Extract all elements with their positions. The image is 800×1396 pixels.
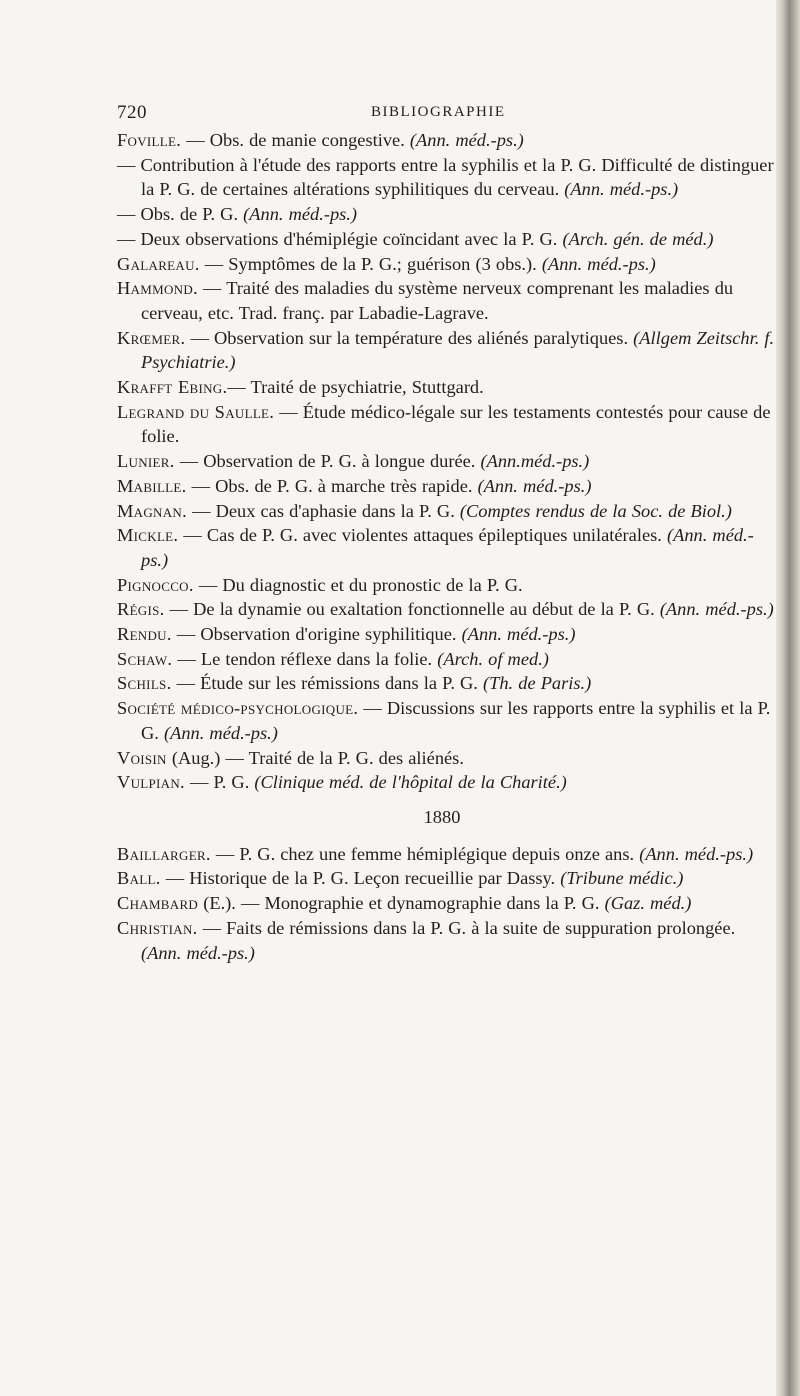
entry-author: Lunier.: [117, 451, 175, 472]
entry-author: Vulpian.: [117, 772, 185, 793]
entry-author: Ball.: [117, 868, 161, 889]
entry-author: Hammond.: [117, 278, 198, 299]
entry-text: — Faits de rémissions dans la P. G. à la suite de suppuration prolongée.: [197, 917, 736, 938]
bibliography-entry: [117, 375, 777, 400]
bibliography-entry: [117, 449, 777, 474]
entry-text: — Observation d'origine syphilitique.: [171, 624, 462, 645]
bibliography-list: [117, 128, 777, 965]
entry-source: (Comptes rendus de la Soc. de Biol.): [459, 500, 732, 521]
entry-source: (Ann. méd.-ps.): [141, 525, 754, 570]
entry-source: (Clinique méd. de l'hôpital de la Charité.): [254, 772, 567, 793]
entry-text: — Traité des maladies du système nerveux comprenant les maladies du cerveau, etc. Trad. franç. par Labadie-Lagrave.: [141, 278, 734, 323]
entry-author: Baillarger.: [117, 843, 211, 864]
bibliography-entry: [117, 891, 777, 916]
bibliography-entry: [117, 252, 777, 277]
entry-author: Rendu.: [117, 624, 172, 645]
bibliography-entry: [117, 128, 777, 153]
bibliography-entry: [117, 746, 777, 771]
entry-text: (E.). — Monographie et dynamographie dans la P. G.: [198, 893, 605, 914]
entry-source: (Ann.méd.-ps.): [480, 451, 590, 472]
entry-author: Schaw.: [117, 648, 173, 669]
entry-author: Schils.: [117, 673, 172, 694]
entry-author: Magnan.: [117, 500, 187, 521]
entry-text: — Étude médico-légale sur les testaments contestés pour cause de folie.: [141, 401, 771, 447]
entry-text: — De la dynamie ou exaltation fonctionnelle au début de la P. G.: [164, 599, 660, 620]
bibliography-entry: [117, 153, 777, 202]
entry-author: Société médico-psychologique.: [117, 698, 359, 719]
entry-source: (Th. de Paris.): [483, 673, 592, 694]
entry-author: Christian.: [117, 917, 198, 938]
bibliography-entry: [117, 647, 777, 672]
entry-author: Mickle.: [117, 525, 179, 546]
bibliography-entry: [117, 573, 777, 598]
bibliography-entry: [117, 474, 777, 499]
entry-source: (Arch. of med.): [437, 648, 549, 669]
bibliography-entry: [117, 622, 777, 647]
entry-text: — Observation sur la température des aliénés paralytiques.: [185, 327, 634, 348]
page-number: 720: [117, 102, 147, 123]
entry-text: — Traité de psychiatrie, Stuttgard.: [227, 377, 484, 398]
entry-text: — Deux observations d'hémiplégie coïncidant avec la P. G.: [117, 228, 563, 249]
entry-text: — P. G. chez une femme hémiplégique depuis onze ans.: [210, 843, 640, 864]
entry-text: — P. G.: [184, 772, 255, 793]
entry-author: Voisin: [117, 747, 167, 768]
entry-source: (Ann. méd.-ps.): [409, 130, 524, 150]
bibliography-entry: [117, 770, 777, 795]
bibliography-entry: [117, 671, 777, 696]
entry-text: (Aug.) — Traité de la P. G. des aliénés.: [166, 747, 464, 768]
entry-author: Krœmer.: [117, 327, 186, 348]
entry-source: (Ann. méd.-ps.): [477, 475, 592, 496]
entry-text: — Du diagnostic et du pronostic de la P. G.: [193, 574, 523, 595]
entry-author: Régis.: [117, 599, 165, 620]
entry-author: Mabille.: [117, 475, 187, 496]
entry-text: — Discussions sur les rapports entre la syphilis et la P. G.: [141, 698, 771, 743]
bibliography-entry: [117, 842, 777, 867]
running-head: BIBLIOGRAPHIE: [371, 104, 506, 120]
entry-text: — Cas de P. G. avec violentes attaques épileptiques unilatérales.: [178, 525, 667, 546]
entry-source: (Ann. méd.-ps.): [564, 179, 679, 200]
entry-text: — Obs. de P. G.: [117, 204, 244, 225]
bibliography-entry: [117, 597, 777, 622]
entry-author: Pignocco.: [117, 574, 194, 595]
bibliography-entry: [117, 227, 777, 252]
bibliography-entry: [117, 916, 777, 965]
entry-text: — Historique de la P. G. Leçon recueillie par Dassy.: [160, 868, 561, 889]
entry-source: (Ann. méd.-ps.): [141, 942, 255, 963]
entry-author: Legrand du Saulle.: [117, 401, 275, 422]
bibliography-entry: [117, 276, 777, 325]
entry-text: — Obs. de manie congestive.: [181, 130, 410, 150]
year-heading: 1880: [423, 806, 461, 827]
entry-text: — Le tendon réflexe dans la folie.: [172, 648, 438, 669]
entry-author: Chambard: [117, 893, 199, 914]
entry-source: (Ann. méd.-ps.): [541, 253, 656, 274]
entry-text: — Observation de P. G. à longue durée.: [174, 451, 481, 472]
entry-text: — Symptômes de la P. G.; guérison (3 obs.).: [199, 253, 542, 274]
entries-before-1880: [117, 128, 777, 795]
entry-author: Krafft Ebing.: [117, 377, 228, 398]
page-header: [117, 102, 777, 124]
bibliography-entry: [117, 696, 777, 745]
entry-source: (Ann. méd.-ps.): [461, 624, 576, 645]
entry-text: — Contribution à l'étude des rapports entre la syphilis et la P. G. Difficulté de distinguer la P. G. de certaines altérations syphilitiques du cerveau.: [117, 154, 774, 200]
bibliography-entry: [117, 866, 777, 891]
entry-author: Galareau.: [117, 253, 200, 274]
entry-text: — Étude sur les rémissions dans la P. G.: [171, 673, 483, 694]
entry-text: — Deux cas d'aphasie dans la P. G.: [187, 500, 460, 521]
entry-source: (Ann. méd.-ps.): [639, 843, 754, 864]
entry-source: (Ann. méd.-ps.): [659, 599, 774, 620]
entry-source: (Gaz. méd.): [604, 893, 692, 914]
entry-source: (Ann. méd.-ps.): [243, 204, 358, 225]
entry-source: (Tribune médic.): [560, 868, 684, 889]
entry-source: (Ann. méd.-ps.): [163, 722, 278, 743]
entries-1880: [117, 842, 777, 966]
bibliography-entry: [117, 400, 777, 449]
entry-source: (Allgem Zeitschr. f. Psychiatrie.): [141, 327, 775, 373]
entry-text: — Obs. de P. G. à marche très rapide.: [186, 475, 478, 496]
page-edge-shadow: [776, 0, 800, 1396]
bibliography-entry: [117, 326, 777, 375]
bibliography-entry: [117, 202, 777, 227]
entry-author: Foville.: [117, 130, 182, 150]
entry-source: (Arch. gén. de méd.): [562, 228, 714, 249]
bibliography-entry: [117, 523, 777, 572]
bibliography-entry: [117, 499, 777, 524]
